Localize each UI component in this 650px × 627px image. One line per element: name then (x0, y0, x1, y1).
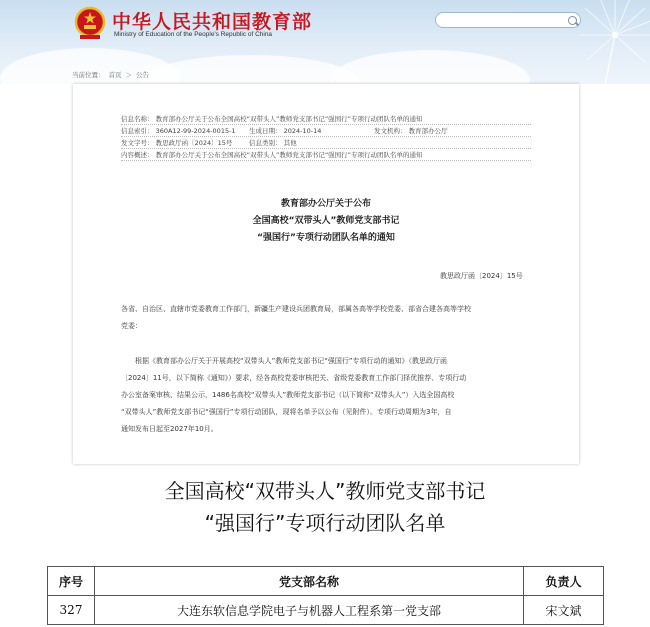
document-title-line: 全国高校“双带头人”教师党支部书记 (252, 216, 400, 226)
meta-category-row (249, 138, 297, 147)
meta-divider (121, 160, 531, 161)
cell-leader: 宋文斌 (524, 596, 604, 625)
meta-doc-number-value: 教思政厅函〔2024〕15号 (155, 139, 233, 147)
search-input[interactable] (435, 12, 581, 28)
meta-doc-number-row (121, 138, 232, 147)
meta-index-row (121, 126, 236, 135)
cloud-decoration (330, 50, 530, 84)
meta-name-value: 教育部办公厅关于公布全国高校“双带头人”教师党支部书记“强国行”专项行动团队名单的通知 (155, 115, 423, 123)
document-card (73, 84, 579, 464)
meta-summary-label: 内容概述： (121, 151, 154, 159)
meta-date-value: 2024-10-14 (283, 127, 322, 135)
breadcrumb-label: 当前位置： (72, 71, 105, 79)
breadcrumb-home-link[interactable]: 首页 (108, 71, 122, 79)
meta-category-value: 其他 (283, 139, 297, 147)
salutation-line: 党委： (121, 322, 142, 330)
body-line: 办公室备案审核、结果公示，1486名高校“双带头人”教师党支部书记（以下简称“双带头人”）入选全国高校 (121, 391, 455, 399)
body-line: 根据《教育部办公厅关于开展高校“双带头人”教师党支部书记“强国行”专项行动的通知》（教思政厅函 (135, 357, 448, 365)
meta-name-row (121, 114, 423, 123)
cell-branch-name: 大连东软信息学院电子与机器人工程系第一党支部 (95, 596, 524, 625)
meta-date-label: 生成日期： (249, 127, 282, 135)
column-header-branch: 党支部名称 (95, 567, 524, 596)
meta-summary-row (121, 150, 423, 159)
table-header-row (48, 567, 604, 596)
meta-date-row (249, 126, 321, 135)
salutation-line: 各省、自治区、直辖市党委教育工作部门，新疆生产建设兵团教育局，部属各高等学校党委、部省合建各高等学校 (121, 305, 471, 313)
national-emblem-icon[interactable] (74, 6, 106, 40)
cell-index: 327 (48, 596, 95, 625)
attachment-title-line: 全国高校“双带头人”教师党支部书记 (164, 479, 486, 503)
body-line: 〔2024〕11号，以下简称《通知》）要求，经各高校党委审核把关、省级党委教育工作部门择优推荐、专项行动 (121, 374, 467, 382)
cloud-decoration (140, 55, 360, 84)
dandelion-decoration-icon (575, 0, 650, 84)
meta-summary-value: 教育部办公厅关于公布全国高校“双带头人”教师党支部书记“强国行”专项行动团队名单的通知 (155, 151, 423, 159)
meta-divider (121, 136, 531, 137)
meta-issuer-row (374, 126, 448, 135)
meta-issuer-label: 发文机构： (374, 127, 407, 135)
meta-index-value: 360A12-99-2024-0015-1 (155, 127, 236, 135)
document-title-line: 教育部办公厅关于公布 (280, 199, 371, 209)
breadcrumb (72, 70, 153, 79)
attachment-title-line: “强国行”专项行动团队名单 (204, 511, 446, 535)
site-title[interactable]: 中华人民共和国教育部 (112, 11, 313, 33)
meta-category-label: 信息类别： (249, 139, 282, 147)
meta-divider (121, 148, 531, 149)
table-row (48, 596, 604, 625)
body-line: 通知发布日起至2027年10月。 (121, 425, 218, 433)
document-title-line: “强国行”专项行动团队名单的通知 (257, 233, 395, 243)
column-header-leader: 负责人 (524, 567, 604, 596)
site-subtitle: Ministry of Education of the People's Republic of China (114, 31, 273, 38)
column-header-index: 序号 (48, 567, 95, 596)
document-number: 教思政厅函〔2024〕15号 (440, 272, 523, 280)
body-line: “双带头人”教师党支部书记“强国行”专项行动团队，现将名单予以公布（见附件）。专项行动周期为3年，自 (121, 408, 452, 416)
site-header (0, 0, 650, 84)
meta-name-label: 信息名称： (121, 115, 154, 123)
meta-doc-number-label: 发文字号： (121, 139, 154, 147)
team-roster-table (47, 566, 604, 625)
breadcrumb-current[interactable]: 公告 (136, 71, 149, 79)
meta-index-label: 信息索引： (121, 127, 154, 135)
meta-issuer-value: 教育部办公厅 (408, 127, 448, 135)
breadcrumb-separator: ＞ (125, 71, 132, 79)
meta-divider (121, 124, 531, 125)
